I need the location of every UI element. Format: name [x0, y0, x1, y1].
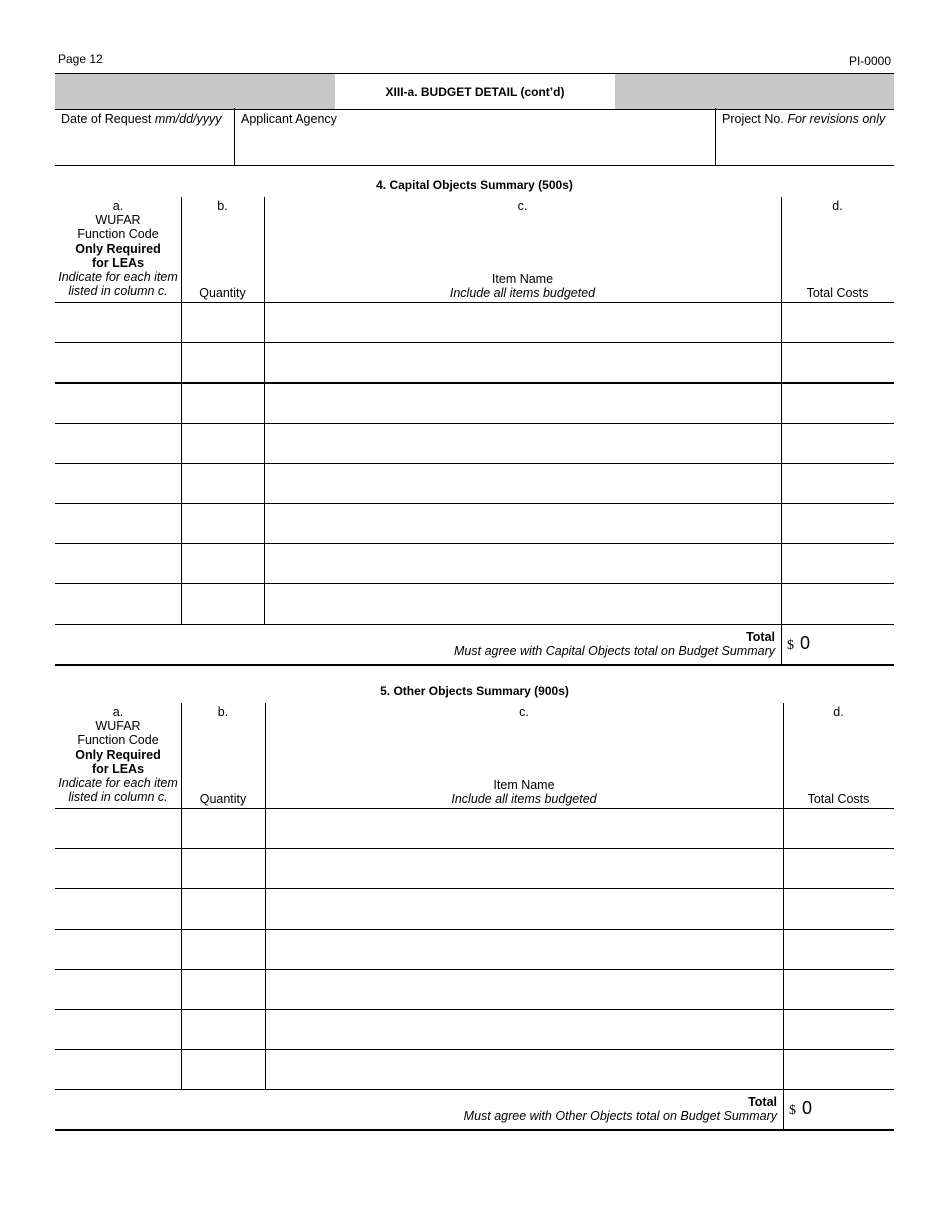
total-cost-cell[interactable]	[784, 1010, 893, 1048]
column-divider	[181, 848, 182, 888]
col-a-hint1: Indicate for each item	[58, 776, 178, 791]
column-divider	[181, 423, 182, 463]
agency-label: Applicant Agency	[241, 112, 337, 126]
quantity-cell[interactable]	[182, 1010, 264, 1048]
function-code-cell[interactable]	[56, 343, 180, 381]
col-a-bold1: Only Required	[75, 747, 161, 762]
total-cost-cell[interactable]	[782, 303, 893, 341]
quantity-cell[interactable]	[182, 889, 264, 927]
item-name-cell[interactable]	[266, 849, 782, 887]
item-name-cell[interactable]	[265, 584, 780, 622]
column-divider	[783, 888, 784, 928]
function-code-cell[interactable]	[56, 464, 180, 502]
column-divider	[783, 808, 784, 848]
function-code-cell[interactable]	[56, 930, 180, 968]
column-divider	[265, 888, 266, 928]
col-a-bold1: Only Required	[75, 241, 161, 256]
column-divider	[781, 342, 782, 382]
date-label: Date of Request	[61, 112, 152, 126]
form-title: XIII-a. BUDGET DETAIL (cont’d)	[335, 74, 615, 109]
quantity-cell[interactable]	[182, 930, 264, 968]
column-divider	[783, 1009, 784, 1049]
title-band	[55, 73, 894, 110]
quantity-cell[interactable]	[182, 343, 263, 381]
column-divider	[181, 342, 182, 382]
form-id: PI-0000	[848, 54, 891, 68]
column-divider	[783, 848, 784, 888]
column-divider	[265, 703, 266, 808]
total-cost-cell[interactable]	[782, 343, 893, 381]
total-cost-cell[interactable]	[782, 544, 893, 582]
col-b-header-letter: b.	[217, 199, 228, 213]
col-a-line2: Function Code	[77, 227, 159, 242]
total-cost-cell[interactable]	[782, 464, 893, 502]
col-d-header-letter: d.	[832, 199, 843, 213]
currency-symbol: $	[789, 1103, 796, 1119]
column-divider	[181, 703, 182, 808]
section-bottom-rule	[55, 664, 894, 666]
col-b-header	[181, 199, 264, 302]
function-code-cell[interactable]	[56, 889, 180, 927]
quantity-cell[interactable]	[182, 424, 263, 462]
column-divider	[783, 703, 784, 808]
column-divider	[781, 302, 782, 342]
total-amount: 0	[800, 632, 811, 653]
function-code-cell[interactable]	[56, 424, 180, 462]
function-code-cell[interactable]	[56, 504, 180, 542]
quantity-cell[interactable]	[182, 970, 264, 1008]
total-cost-cell[interactable]	[784, 889, 893, 927]
column-divider	[181, 808, 182, 848]
column-divider	[264, 583, 265, 623]
col-a-line1: WUFAR	[95, 213, 141, 228]
column-divider	[181, 382, 182, 422]
column-divider	[781, 583, 782, 623]
request-header	[55, 108, 894, 166]
quantity-cell[interactable]	[182, 849, 264, 887]
total-label: Total	[748, 1095, 777, 1110]
total-cost-cell[interactable]	[782, 504, 893, 542]
item-name-cell[interactable]	[265, 544, 780, 582]
total-label-block	[55, 630, 775, 658]
col-a-header	[55, 705, 181, 804]
col-c-hint: Include all items budgeted	[449, 285, 596, 300]
function-code-cell[interactable]	[56, 544, 180, 582]
item-name-cell[interactable]	[266, 1050, 782, 1088]
col-a-letter: a.	[112, 705, 124, 719]
function-code-cell[interactable]	[56, 303, 180, 341]
function-code-cell[interactable]	[56, 584, 180, 622]
total-cost-cell[interactable]	[782, 383, 893, 421]
function-code-cell[interactable]	[56, 1010, 180, 1048]
section-bottom-rule	[55, 1129, 894, 1131]
column-divider	[783, 1089, 784, 1129]
currency-symbol: $	[787, 637, 794, 653]
quantity-cell[interactable]	[182, 464, 263, 502]
col-b-label: Quantity	[199, 791, 247, 806]
col-c-header-letter: c.	[519, 705, 529, 719]
page-number: Page 12	[58, 52, 103, 66]
col-d-label: Total Costs	[806, 285, 869, 300]
column-divider	[264, 543, 265, 583]
item-name-cell[interactable]	[265, 383, 780, 421]
total-cost-cell[interactable]	[782, 424, 893, 462]
item-name-cell[interactable]	[265, 504, 780, 542]
column-divider	[265, 1009, 266, 1049]
total-cost-cell[interactable]	[784, 809, 893, 847]
total-cost-cell[interactable]	[784, 930, 893, 968]
column-divider	[783, 969, 784, 1009]
project-label: Project No.	[722, 112, 784, 126]
column-divider	[783, 1049, 784, 1089]
column-divider	[265, 929, 266, 969]
col-b-header	[181, 705, 265, 808]
column-divider	[181, 929, 182, 969]
col-d-header-letter: d.	[833, 705, 844, 719]
column-divider	[181, 302, 182, 342]
column-divider	[264, 342, 265, 382]
item-name-cell[interactable]	[265, 464, 780, 502]
col-a-line1: WUFAR	[95, 719, 141, 734]
column-divider	[781, 423, 782, 463]
total-amount-field[interactable]	[789, 1098, 812, 1119]
row-rule	[55, 1089, 894, 1090]
column-divider	[265, 1049, 266, 1089]
section-title: 5. Other Objects Summary (900s)	[380, 684, 569, 698]
function-code-cell[interactable]	[56, 809, 180, 847]
section-title: 4. Capital Objects Summary (500s)	[376, 178, 573, 192]
quantity-cell[interactable]	[182, 383, 263, 421]
col-a-bold2: for LEAs	[91, 255, 145, 270]
date-hint: mm/dd/yyyy	[154, 112, 222, 126]
column-divider	[264, 463, 265, 503]
total-cost-cell[interactable]	[784, 1050, 893, 1088]
quantity-cell[interactable]	[182, 584, 263, 622]
column-divider	[264, 503, 265, 543]
quantity-cell[interactable]	[182, 809, 264, 847]
total-amount-field[interactable]	[787, 633, 810, 654]
column-divider	[781, 463, 782, 503]
col-d-header	[783, 705, 894, 808]
total-note: Must agree with Capital Objects total on Budget Summary	[454, 643, 775, 658]
date-of-request-field[interactable]	[55, 108, 235, 165]
col-a-hint2: listed in column c.	[68, 790, 168, 805]
col-b-header-letter: b.	[217, 705, 229, 719]
row-rule	[55, 624, 894, 625]
column-divider	[181, 583, 182, 623]
item-name-cell[interactable]	[265, 303, 780, 341]
column-divider	[181, 888, 182, 928]
quantity-cell[interactable]	[182, 1050, 264, 1088]
total-amount: 0	[802, 1098, 813, 1119]
column-divider	[181, 543, 182, 583]
project-hint: For revisions only	[787, 112, 886, 126]
col-c-header	[265, 705, 783, 808]
col-b-label: Quantity	[199, 285, 246, 300]
col-a-line2: Function Code	[77, 733, 159, 748]
applicant-agency-field[interactable]	[235, 108, 716, 165]
column-divider	[181, 463, 182, 503]
function-code-cell[interactable]	[56, 849, 180, 887]
total-cost-cell[interactable]	[784, 849, 893, 887]
project-number-field[interactable]	[716, 108, 894, 165]
total-label: Total	[746, 629, 775, 644]
column-divider	[264, 423, 265, 463]
col-c-label: Item Name	[493, 777, 555, 792]
total-cost-cell[interactable]	[782, 584, 893, 622]
column-divider	[264, 302, 265, 342]
column-divider	[781, 503, 782, 543]
function-code-cell[interactable]	[56, 970, 180, 1008]
column-divider	[181, 197, 182, 302]
col-a-letter: a.	[112, 199, 124, 213]
col-d-label: Total Costs	[807, 791, 870, 806]
col-a-header	[55, 199, 181, 298]
col-a-bold2: for LEAs	[91, 761, 145, 776]
total-label-block	[55, 1095, 777, 1123]
column-divider	[781, 624, 782, 664]
col-c-header	[264, 199, 781, 302]
total-cost-cell[interactable]	[784, 970, 893, 1008]
column-divider	[265, 808, 266, 848]
total-note: Must agree with Other Objects total on Budget Summary	[463, 1109, 777, 1124]
col-d-header	[781, 199, 894, 302]
col-a-hint1: Indicate for each item	[58, 270, 178, 285]
function-code-cell[interactable]	[56, 1050, 180, 1088]
column-divider	[265, 848, 266, 888]
item-name-cell[interactable]	[266, 970, 782, 1008]
item-name-cell[interactable]	[266, 809, 782, 847]
column-divider	[181, 1049, 182, 1089]
column-divider	[181, 969, 182, 1009]
column-divider	[781, 543, 782, 583]
column-divider	[265, 969, 266, 1009]
column-divider	[781, 382, 782, 422]
item-name-cell[interactable]	[265, 424, 780, 462]
col-a-hint2: listed in column c.	[68, 284, 168, 299]
column-divider	[783, 929, 784, 969]
item-name-cell[interactable]	[265, 343, 780, 381]
item-name-cell[interactable]	[266, 930, 782, 968]
item-name-cell[interactable]	[266, 1010, 782, 1048]
column-divider	[264, 382, 265, 422]
col-c-hint: Include all items budgeted	[451, 791, 597, 806]
function-code-cell[interactable]	[56, 383, 180, 421]
col-c-header-letter: c.	[517, 199, 528, 213]
column-divider	[181, 503, 182, 543]
column-divider	[181, 1009, 182, 1049]
column-divider	[781, 197, 782, 302]
item-name-cell[interactable]	[266, 889, 782, 927]
column-divider	[264, 197, 265, 302]
quantity-cell[interactable]	[182, 544, 263, 582]
quantity-cell[interactable]	[182, 504, 263, 542]
quantity-cell[interactable]	[182, 303, 263, 341]
col-c-label: Item Name	[491, 271, 554, 286]
